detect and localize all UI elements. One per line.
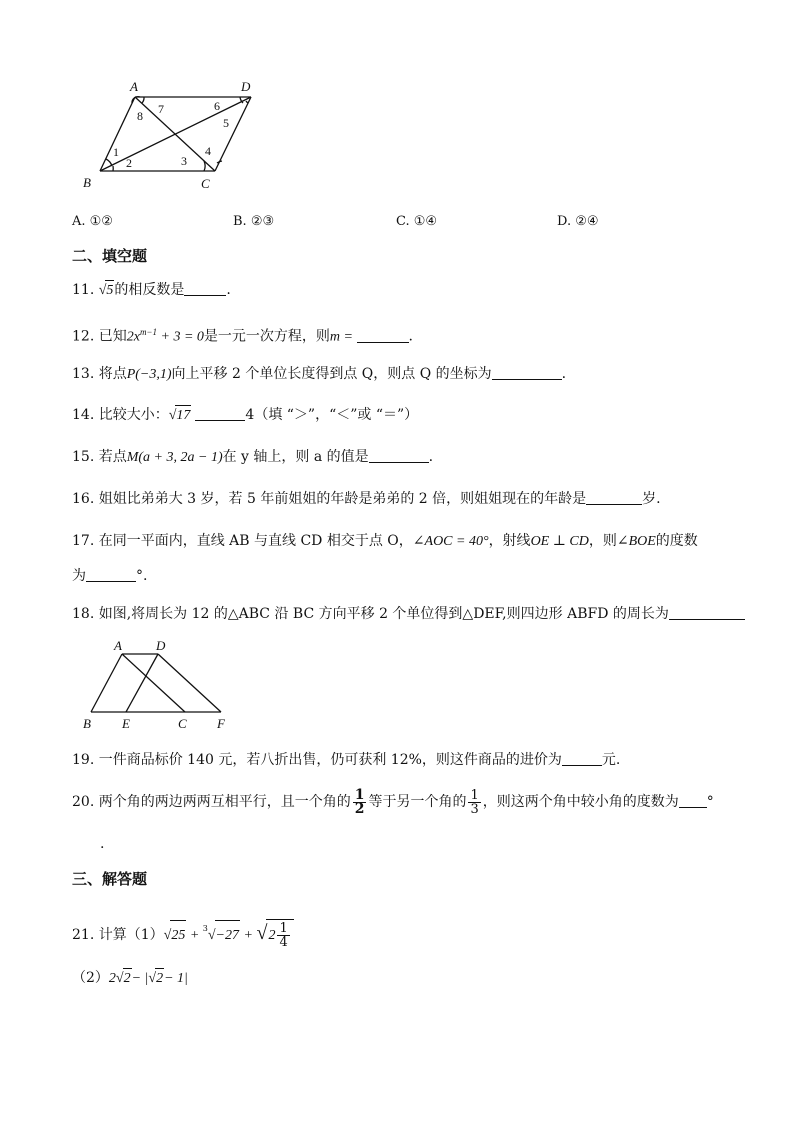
question-19: 19. 一件商品标价 140 元，若八折出售，仍可获利 12%，则这件商品的进价为 元. [72, 752, 621, 768]
angle-arc-d2 [246, 101, 248, 103]
parallelogram-figure [80, 75, 270, 195]
label-c: C [178, 716, 187, 731]
label-d: D [156, 638, 166, 653]
angle-3: 3 [181, 154, 187, 168]
angle-arc-c [204, 161, 205, 171]
answer-blank[interactable] [586, 490, 642, 505]
question-17-line2: 为 °. [72, 568, 148, 584]
question-16: 16. 姐姐比弟弟大 3 岁，若 5 年前姐姐的年龄是弟弟的 2 倍，则姐姐现在的年龄是 岁. [72, 491, 661, 507]
option-a[interactable]: A. ①② [72, 214, 113, 229]
question-21-part-1: 21. 计算（1）√25 + $^3$√−27 + √2 $\frac{1}{4}$ [72, 914, 294, 951]
side-dc [215, 97, 251, 171]
answer-blank[interactable] [195, 406, 245, 421]
answer-blank[interactable] [679, 793, 707, 808]
question-15: 15. 若点M(a + 3, 2a − 1)在 y 轴上，则 a 的值是 . [72, 449, 434, 465]
question-11: 11. √5的相反数是 . [72, 280, 231, 301]
answer-blank[interactable] [357, 328, 409, 343]
question-14: 14. 比较大小：√17 4（填 “＞”，“＜”或 “＝”） [72, 405, 418, 426]
angle-arc-a2 [142, 97, 144, 103]
radicand: 5 [105, 280, 114, 301]
angle-5: 5 [223, 116, 229, 130]
question-20-line2: . [100, 836, 105, 852]
label-b: B [83, 716, 91, 731]
angle-4: 4 [205, 144, 211, 158]
answer-blank[interactable] [492, 365, 562, 380]
answer-blank[interactable] [369, 448, 429, 463]
answer-blank[interactable] [669, 605, 745, 620]
section-solution-heading: 三、解答题 [72, 870, 148, 888]
segment-bd [100, 97, 251, 171]
label-f: F [217, 716, 225, 731]
question-21-part-2: （2）2√2− |√2− 1| [72, 968, 188, 989]
segment-ab [91, 654, 122, 712]
label-a: A [130, 79, 138, 94]
angle-1: 1 [113, 145, 119, 159]
answer-blank[interactable] [184, 281, 226, 296]
label-a: A [114, 638, 122, 653]
question-20: 20. 两个角的两边两两互相平行，且一个角的 $\frac{1}{2}$ 等于另一个角的 $\frac{1}{3}$ ，则这两个角中较小角的度数为 ° [72, 786, 714, 817]
angle-2: 2 [126, 156, 132, 170]
angle-8: 8 [137, 109, 143, 123]
option-d[interactable]: D. ②④ [557, 214, 599, 229]
segment-df [158, 654, 221, 712]
section-fill-in-heading: 二、填空题 [72, 247, 148, 265]
label-e: E [122, 716, 130, 731]
answer-blank[interactable] [86, 567, 136, 582]
radicand: 17 [175, 405, 191, 426]
fraction-one-half: $\frac{1}{2}$ [354, 786, 365, 817]
angle-6: 6 [214, 99, 220, 113]
option-b[interactable]: B. ②③ [233, 214, 275, 229]
fraction-one-third: $\frac{1}{3}$ [470, 787, 479, 817]
angle-arc-b [106, 159, 112, 166]
label-c: C [201, 176, 210, 191]
answer-blank[interactable] [562, 751, 602, 766]
label-b: B [83, 175, 91, 190]
question-12: 12. 已知$2x^{m-1} + 3 = 0$是一元一次方程，则m = . [72, 327, 413, 345]
question-17: 17. 在同一平面内，直线 AB 与直线 CD 相交于点 O，∠AOC = 40°，射线OE ⊥ CD，则∠BOE的度数 [72, 533, 698, 549]
question-13: 13. 将点P(−3,1)向上平移 2 个单位长度得到点 Q，则点 Q 的坐标为 . [72, 366, 567, 382]
option-c[interactable]: C. ①④ [396, 214, 438, 229]
label-d: D [241, 79, 251, 94]
translation-figure [78, 636, 238, 734]
angle-7: 7 [158, 102, 164, 116]
question-18: 18. 如图,将周长为 12 的△ABC 沿 BC 方向平移 2 个单位得到△DEF,则四边形 ABFD 的周长为 [72, 604, 745, 624]
